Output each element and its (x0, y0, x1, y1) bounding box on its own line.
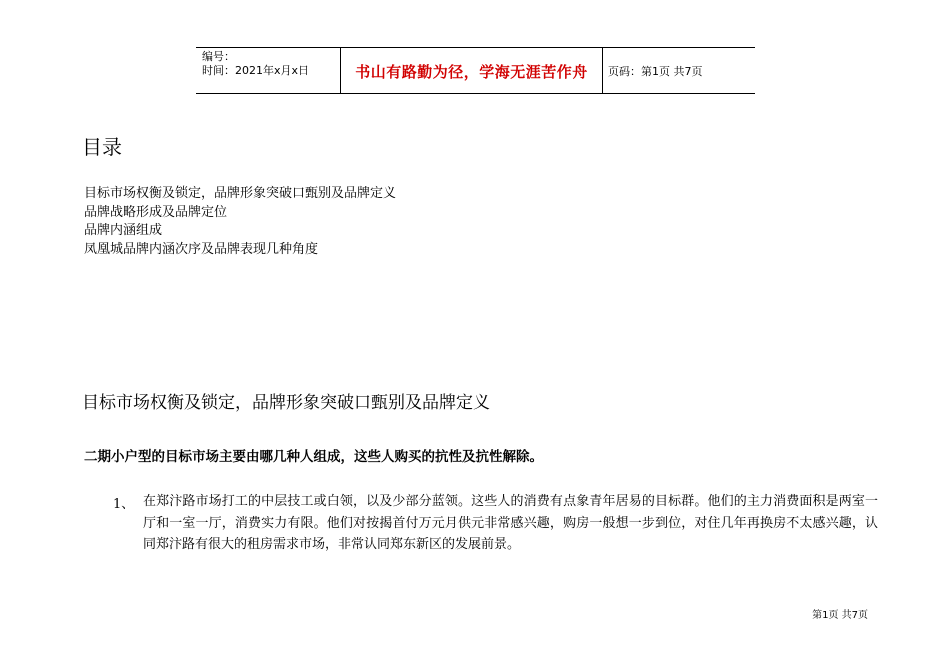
header-number-label: 编号： (202, 50, 235, 63)
section-question: 二期小户型的目标市场主要由哪几种人组成，这些人购买的抗性及抗性解除。 (84, 449, 543, 465)
header-page-info: 页码：第1页 共7页 (608, 65, 703, 78)
header-meta (202, 50, 309, 78)
page-footer: 第1页 共7页 (812, 610, 868, 621)
section-title: 目标市场权衡及锁定，品牌形象突破口甄别及品牌定义 (82, 393, 490, 413)
toc-list (84, 185, 396, 259)
toc-item[interactable]: 凤凰城品牌内涵次序及品牌表现几种角度 (84, 241, 319, 257)
header-divider (602, 48, 603, 93)
list-item-number: 1、 (113, 497, 135, 512)
toc-title: 目录 (82, 135, 122, 159)
header-motto: 书山有路勤为径，学海无涯苦作舟 (355, 63, 588, 81)
toc-item[interactable]: 品牌战略形成及品牌定位 (84, 204, 228, 220)
list-item-text: 在郑汴路市场打工的中层技工或白领，以及少部分蓝领。这些人的消费有点象青年居易的目标群。他们的主力消费面积是两室一厅和一室一厅，消费实力有限。他们对按揭首付万元月供元非常感兴趣，购房一般想一步到位，对住几年再换房不太感兴趣，认同郑汴路有很大的租房需求市场，非常认同郑东新区的发展前景。 (143, 494, 878, 552)
page-header (196, 47, 755, 94)
toc-item[interactable]: 品牌内涵组成 (84, 223, 163, 238)
toc-item[interactable]: 目标市场权衡及锁定，品牌形象突破口甄别及品牌定义 (84, 186, 397, 201)
header-time-label: 时间：2021年x月x日 (202, 64, 310, 77)
